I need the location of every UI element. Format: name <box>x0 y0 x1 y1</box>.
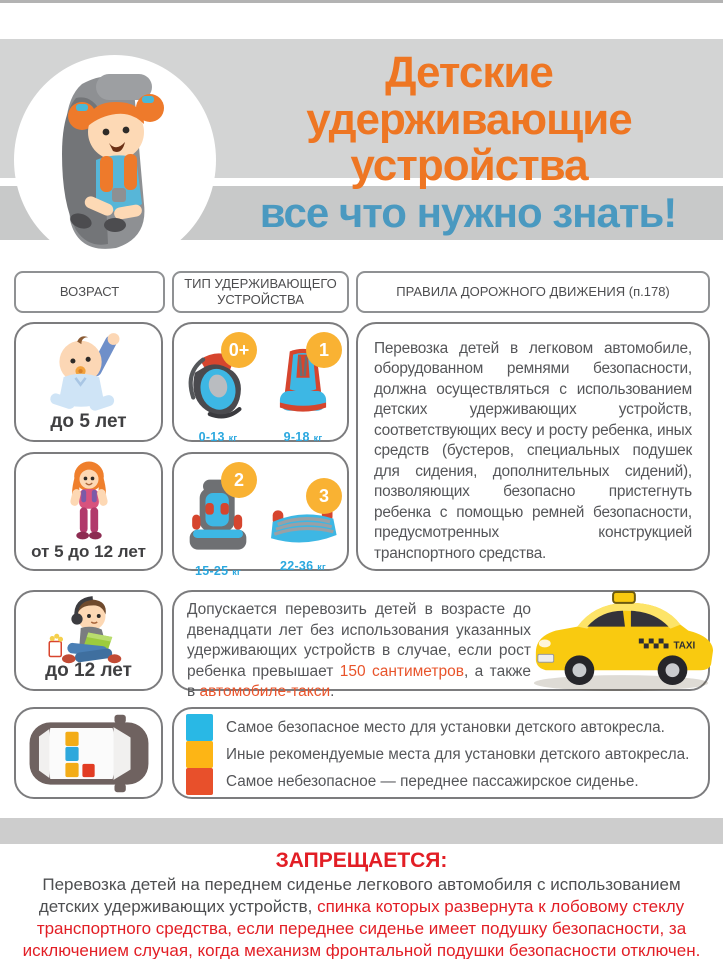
page-subtitle: все что нужно знать! <box>259 189 677 236</box>
age-box-under-5 <box>14 322 163 442</box>
weight-range: 0-13 кг <box>198 430 238 444</box>
taxi-exception-text: Допускается перевозить детей в возрасте до двенадцати лет без использования указанных удерживающих устройств в случае, если рост ребенка превышает 150 сантиметров, а также в автомобиле-такси. <box>187 601 531 701</box>
taxi-highlight: автомобиле-такси <box>199 683 331 701</box>
weight-range: 9-18 кг <box>283 430 323 444</box>
group-badge: 2 <box>221 462 257 498</box>
top-border-line <box>0 0 723 3</box>
age-label: до 5 лет <box>50 411 127 432</box>
column-header-traffic-rules: ПРАВИЛА ДОРОЖНОГО ДВИЖЕНИЯ (п.178) <box>356 271 710 313</box>
seat-box-group-2-3 <box>172 452 349 578</box>
group-badge: 0+ <box>221 332 257 368</box>
column-header-age: ВОЗРАСТ <box>14 271 165 313</box>
legend-item-recommended: Иные рекомендуемые места для установки детского автокресла. <box>186 741 696 768</box>
girl-in-carseat-icon <box>12 54 218 266</box>
age-box-5-to-12 <box>14 452 163 571</box>
age-box-under-12 <box>14 590 163 691</box>
seat-box-group-0-1 <box>172 322 349 442</box>
height-highlight: 150 сантиметров <box>339 662 464 680</box>
prohibited-text-red: спинка которых развернута к лобовому стеклу транспортного средства, если переднее сиденье имеет подушку безопасности, за исключением случая, когда механизм фронтальной подушки безопасности отключен. <box>22 897 701 959</box>
toddler-seat <box>262 339 344 444</box>
girl-icon <box>51 458 127 544</box>
car-top-view-icon <box>22 711 156 796</box>
seat-position-legend <box>172 707 710 799</box>
divider-band <box>0 818 723 844</box>
traffic-rules-text: Перевозка детей в легковом автомобиле, оборудованном ремнями безопасности, должна осуществляться с использованием детских удерживающих устройств, соответствующих весу и росту ребенка, иных средств (бустеров, специальных подушек для сидения, дополнительных сидений), позволяющих безопасно пристегнуть ребенка с помощью ремней безопасности, предусмотренных конструкцией транспортного средства. <box>374 340 692 562</box>
infant-carrier-seat <box>177 339 259 444</box>
legend-item-safest: Самое безопасное место для установки детского автокресла. <box>186 714 696 741</box>
prohibited-text: Перевозка детей на переднем сиденье легкового автомобиля с использованием детских удерживающих устройств, спинка которых развернута к лобовому стеклу транспортного средства, если переднее сиденье имеет подушку безопасности, за исключением случая, когда механизм фронтальной подушки безопасности отключен. <box>22 875 701 959</box>
group-badge: 3 <box>306 478 342 514</box>
taxi-car-icon <box>522 587 720 694</box>
age-label: от 5 до 12 лет <box>31 542 146 561</box>
weight-range: 15-25 кг <box>194 564 242 578</box>
svg-text:TAXI: TAXI <box>673 640 696 652</box>
backless-booster-seat <box>262 485 344 573</box>
weight-range: 22-36 кг <box>279 559 327 573</box>
boy-with-headphones-icon <box>30 595 148 667</box>
legend-item-unsafe: Самое небезопасное — переднее пассажирское сиденье. <box>186 768 696 795</box>
yellow-square-icon <box>186 741 213 768</box>
car-top-view-box <box>14 707 163 799</box>
title-line-2: устройства <box>350 141 588 191</box>
group-badge: 1 <box>306 332 342 368</box>
traffic-rules-box <box>356 322 710 571</box>
highback-booster-seat <box>177 469 259 578</box>
age-label: до 12 лет <box>45 660 132 681</box>
blue-square-icon <box>186 714 213 741</box>
prohibited-title: ЗАПРЕЩАЕТСЯ: <box>275 849 448 872</box>
red-square-icon <box>186 768 213 795</box>
baby-icon <box>41 328 137 416</box>
column-header-device-type: ТИП УДЕРЖИВАЮЩЕГО УСТРОЙСТВА <box>172 271 349 313</box>
title-line-1: Детские удерживающие <box>306 48 632 144</box>
page-title <box>224 50 714 190</box>
